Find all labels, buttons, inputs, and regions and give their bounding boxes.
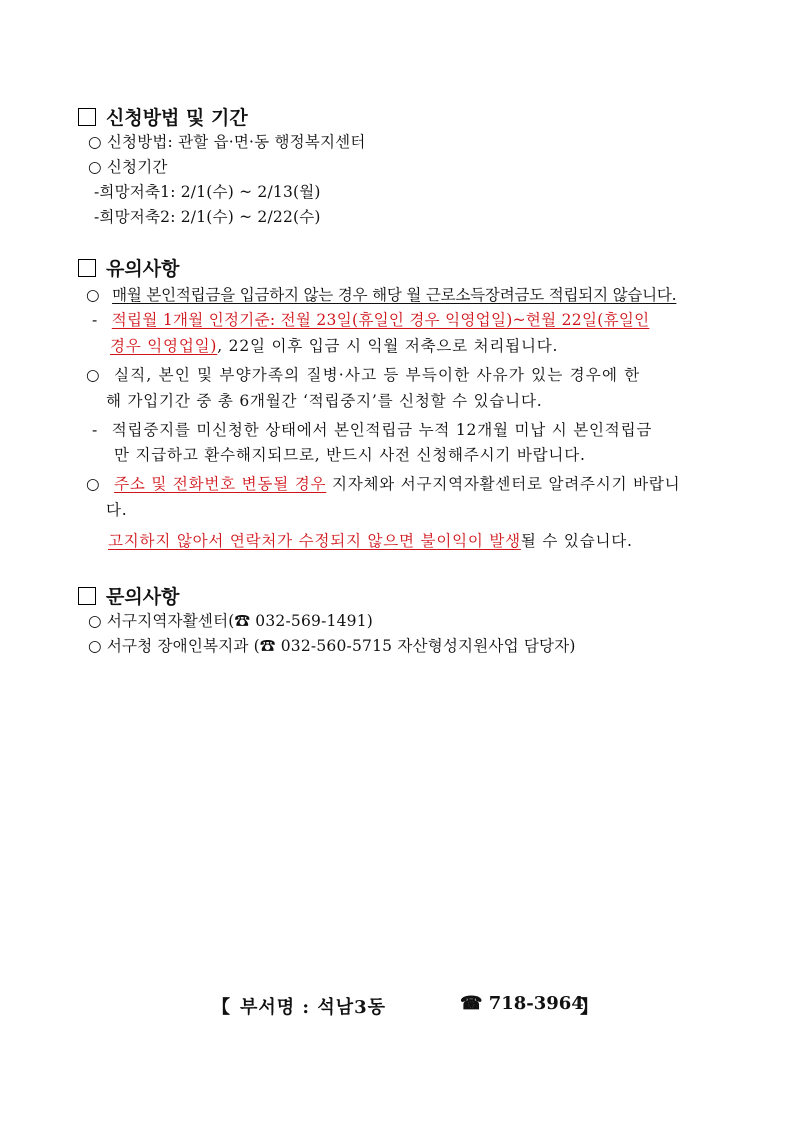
apply-period-line: ○ 신청기간	[88, 158, 168, 176]
section-heading-apply: 신청방법 및 기간	[78, 103, 248, 130]
notice-bullet-3-warning: 고지하지 않아서 연락처가 수정되지 않으면 불이익이 발생될 수 있습니다.	[108, 532, 633, 550]
inquiry-center: ○ 서구지역자활센터(☎ 032-569-1491)	[88, 612, 374, 630]
notice-bullet-2: ○ 실직, 본인 및 부양가족의 질병·사고 등 부득이한 사유가 있는 경우에 한	[86, 366, 641, 384]
footer-open-bracket: 【	[212, 997, 230, 1018]
checkbox-icon	[78, 108, 96, 126]
deposit-criteria-red-cont: 경우 익영업일)	[110, 337, 218, 355]
disadvantage-warning-red: 고지하지 않아서 연락처가 수정되지 않으면 불이익이 발생	[108, 532, 521, 550]
deposit-criteria-red: 적립월 1개월 인정기준: 전월 23일(휴일인 경우 익영업일)~현월 22일(휴일인	[111, 311, 650, 329]
bullet-circle-icon: ○	[86, 475, 101, 493]
checkbox-icon	[78, 259, 96, 277]
notice-bullet-1	[86, 283, 676, 305]
notice-dash-1: - 적립월 1개월 인정기준: 전월 23일(휴일인 경우 익영업일)~현월 22일(휴일인	[92, 311, 650, 329]
notice-bullet-3-cont: 다.	[106, 501, 128, 519]
address-change-red: 주소 및 전화번호 변동될 경우	[114, 475, 327, 493]
notice-dash-2-cont: 만 지급하고 환수해지되므로, 반드시 사전 신청해주시기 바랍니다.	[114, 446, 586, 464]
footer-phone: ☎ 718-3964	[460, 993, 584, 1014]
apply-method-line: ○ 신청방법: 관할 읍·면·동 행정복지센터	[88, 133, 366, 151]
section-heading-inquiry: 문의사항	[78, 582, 179, 609]
footer-close-bracket: 】	[580, 997, 598, 1018]
notice-dash-1-cont: 경우 익영업일), 22일 이후 입금 시 익월 저축으로 처리됩니다.	[110, 337, 559, 355]
bullet-circle-icon: ○	[86, 286, 101, 304]
notice-bullet-3: ○ 주소 및 전화번호 변동될 경우 지자체와 서구지역자활센터로 알려주시기 바랍니	[86, 475, 681, 493]
savings1-period: -희망저축1: 2/1(수) ~ 2/13(월)	[94, 183, 321, 201]
notice-text-1: 매월 본인적립금을 입금하지 않는 경우 해당 월 근로소득장려금도 적립되지 않습니다.	[112, 286, 677, 304]
bullet-circle-icon: ○	[86, 366, 101, 384]
inquiry-district-office: ○ 서구청 장애인복지과 (☎ 032-560-5715 자산형성지원사업 담당자)	[88, 637, 576, 655]
section-heading-notice: 유의사항	[78, 254, 179, 281]
notice-dash-2: - 적립중지를 미신청한 상태에서 본인적립금 누적 12개월 미납 시 본인적립금	[92, 421, 653, 439]
footer-department: 부서명 : 석남3동	[240, 997, 387, 1018]
checkbox-icon	[78, 587, 96, 605]
savings2-period: -희망저축2: 2/1(수) ~ 2/22(수)	[94, 208, 321, 226]
notice-bullet-2-cont: 해 가입기간 중 총 6개월간 ‘적립중지’를 신청할 수 있습니다.	[106, 392, 543, 410]
